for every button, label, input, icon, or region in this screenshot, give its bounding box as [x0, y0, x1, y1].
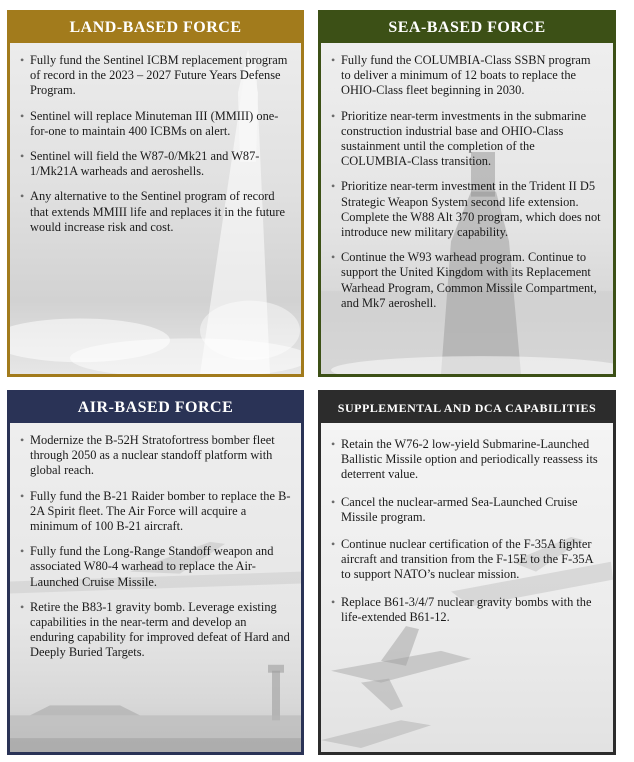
sea-based-force-title: SEA-BASED FORCE: [321, 13, 613, 43]
supplemental-item-3: • Continue nuclear certification of the F-35A fighter aircraft and transition from the F-15E to the F-35A to support NATO’s nuclear mission.: [331, 537, 603, 583]
supplemental-panel-body: [321, 423, 613, 752]
land-item-4: • Any alternative to the Sentinel program of record that extends MMIII life and replaces it in the future would increase risk and cost.: [20, 189, 291, 235]
supplemental-item-4: • Replace B61-3/4/7 nuclear gravity bombs with the life-extended B61-12.: [331, 595, 603, 625]
air-item-4: • Retire the B83-1 gravity bomb. Leverage existing capabilities in the near-term and develop an enduring capability for improved defeat of Hard and Deeply Buried Targets.: [20, 600, 291, 661]
air-item-2: • Fully fund the B-21 Raider bomber to replace the B-2A Spirit fleet. The Air Force will acquire a minimum of 100 B-21 aircraft.: [20, 489, 291, 535]
sea-item-3: • Prioritize near-term investment in the Trident II D5 Strategic Weapon System second life extension. Complete the W88 Alt 370 program, which does not introduce new military capability.: [331, 179, 603, 240]
sea-item-2: • Prioritize near-term investments in the submarine construction industrial base and OHIO-Class sustainment until the completion of the COLUMBIA-Class transition.: [331, 109, 603, 170]
supplemental-dca-title: SUPPLEMENTAL AND DCA CAPABILITIES: [321, 393, 613, 423]
land-panel-body: [10, 43, 301, 374]
supplemental-item-1: • Retain the W76-2 low-yield Submarine-Launched Ballistic Missile option and periodically reassess its deterrent value.: [331, 437, 603, 483]
land-item-1: • Fully fund the Sentinel ICBM replacement program of record in the 2023 – 2027 Future Years Defense Program.: [20, 53, 291, 99]
land-item-3: • Sentinel will field the W87-0/Mk21 and W87-1/Mk21A warheads and aeroshells.: [20, 149, 291, 179]
air-panel-body: [10, 423, 301, 752]
sea-item-4: • Continue the W93 warhead program. Continue to support the United Kingdom with its Replacement Warhead Program, Common Missile Compartment, and Mk7 aeroshell.: [331, 250, 603, 311]
land-based-force-title: LAND-BASED FORCE: [10, 13, 301, 43]
sea-bullet-list: [321, 43, 613, 311]
supplemental-item-2: • Cancel the nuclear-armed Sea-Launched Cruise Missile program.: [331, 495, 603, 525]
supplemental-dca-panel: [318, 390, 616, 755]
air-based-force-panel: [7, 390, 304, 755]
supplemental-bullet-list: [321, 423, 613, 625]
air-bullet-list: [10, 423, 301, 661]
air-item-1: • Modernize the B-52H Stratofortress bomber fleet through 2050 as a nuclear standoff platform with global reach.: [20, 433, 291, 479]
air-based-force-title: AIR-BASED FORCE: [10, 393, 301, 423]
sea-item-1: • Fully fund the COLUMBIA-Class SSBN program to deliver a minimum of 12 boats to replace the OHIO-Class fleet beginning in 2030.: [331, 53, 603, 99]
land-item-2: • Sentinel will replace Minuteman III (MMIII) one-for-one to maintain 400 ICBMs on alert.: [20, 109, 291, 139]
land-based-force-panel: [7, 10, 304, 377]
air-item-3: • Fully fund the Long-Range Standoff weapon and associated W80-4 warhead to replace the Air-Launched Cruise Missile.: [20, 544, 291, 590]
land-bullet-list: [10, 43, 301, 235]
sea-based-force-panel: [318, 10, 616, 377]
sea-panel-body: [321, 43, 613, 374]
